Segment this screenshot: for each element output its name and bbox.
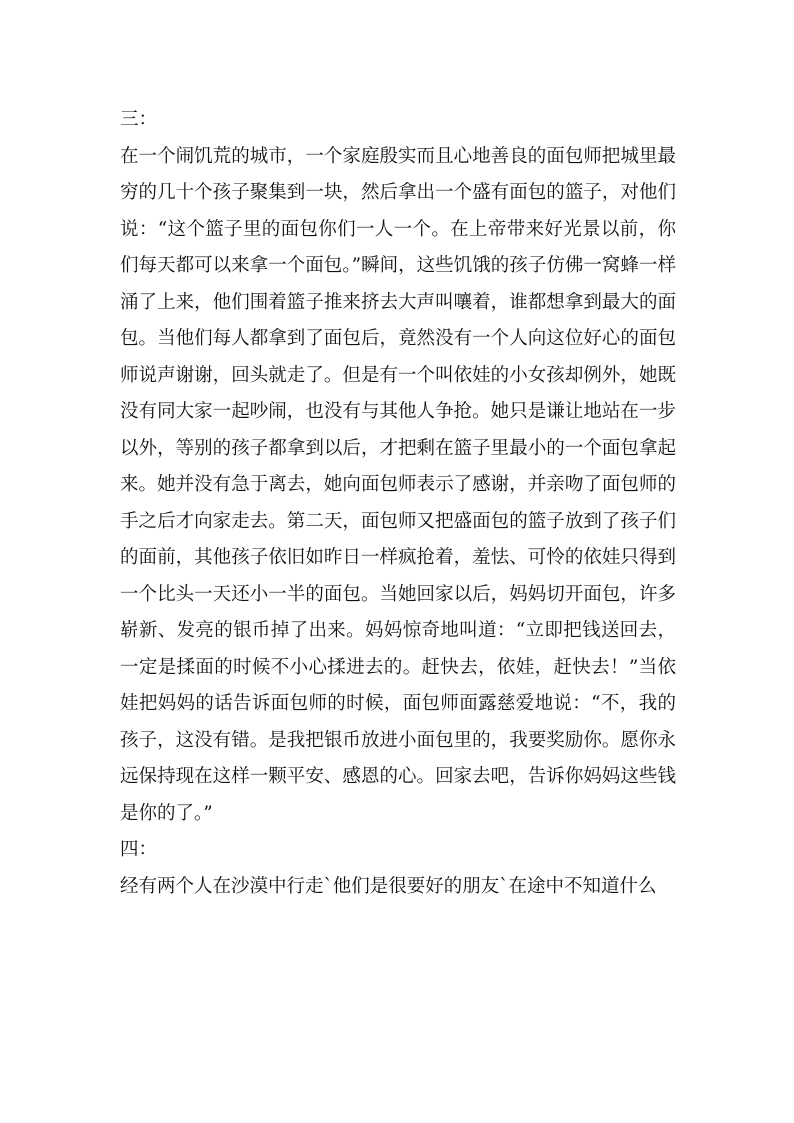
story-paragraph-3: 在一个闹饥荒的城市，一个家庭殷实而且心地善良的面包师把城里最穷的几十个孩子聚集到一块，然后拿出一个盛有面包的篮子，对他们说：“这个篮子里的面包你们一人一个。在上帝带来好光景以前，你们每天都可以来拿一个面包。”瞬间，这些饥饿的孩子仿佛一窝蜂一样涌了上来，他们围着篮子推来挤去大声叫嚷着，谁都想拿到最大的面包。当他们每人都拿到了面包后，竟然没有一个人向这位好心的面包师说声谢谢，回头就走了。但是有一个叫依娃的小女孩却例外，她既没有同大家一起吵闹，也没有与其他人争抢。她只是谦让地站在一步以外，等别的孩子都拿到以后，才把剩在篮子里最小的一个面包拿起来。她并没有急于离去，她向面包师表示了感谢，并亲吻了面包师的手之后才向家走去。第二天，面包师又把盛面包的篮子放到了孩子们的面前，其他孩子依旧如昨日一样疯抢着，羞怯、可怜的依娃只得到一个比头一天还小一半的面包。当她回家以后，妈妈切开面包，许多崭新、发亮的银币掉了出来。妈妈惊奇地叫道：“立即把钱送回去，一定是揉面的时候不小心揉进去的。赶快去，依娃，赶快去！”当依娃把妈妈的话告诉面包师的时候，面包师面露慈爱地说：“不，我的孩子，这没有错。是我把银币放进小面包里的，我要奖励你。愿你永远保持现在这样一颗平安、感恩的心。回家去吧，告诉你妈妈这些钱是你的了。” [120, 145, 676, 824]
section-heading-3: 三： [120, 109, 158, 130]
document-body [120, 102, 676, 905]
story-paragraph-4: 经有两个人在沙漠中行走`他们是很要好的朋友`在途中不知道什么 [120, 875, 657, 897]
section-heading-4: 四： [120, 839, 158, 860]
